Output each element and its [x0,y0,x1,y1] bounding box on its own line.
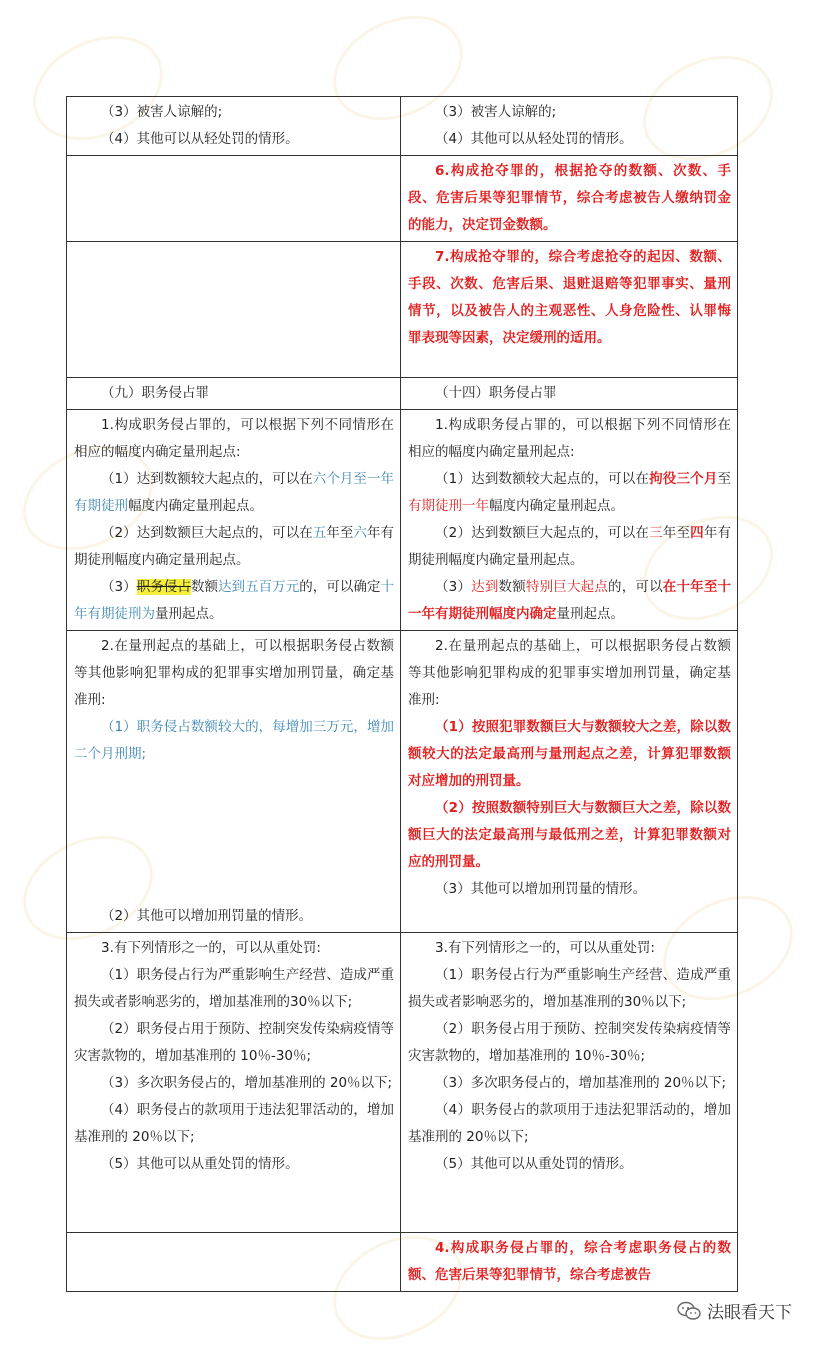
clause-text: （4）职务侵占的款项用于违法犯罪活动的，增加基准刑的 20％以下; [408,1102,731,1145]
text-run: 五 [312,525,327,541]
comparison-table-body [67,97,738,1292]
new-version-cell [401,410,738,631]
old-version-cell [67,97,401,156]
clause-text: （3）被害人谅解的; [435,104,557,120]
clause-text: （3）被害人谅解的; [101,104,223,120]
clause-text: （1）职务侵占数额较大的，每增加三万元，增加二个月刑期; [74,719,394,762]
text-run: 有期徒刑一年 [408,498,489,514]
text-run: 量刑起点。 [155,606,223,622]
table-row [67,1233,738,1292]
text-run: 达到五百万元 [218,579,300,595]
new-version-cell [401,933,738,1233]
old-version-cell [67,242,401,378]
wechat-icon [677,1301,701,1321]
text-run: （3） [435,579,472,595]
table-row [67,410,738,631]
old-version-cell [67,1233,401,1292]
old-version-cell [67,156,401,242]
blank-space [74,768,394,903]
table-row [67,156,738,242]
text-run: 在十年至十一年有期徒刑幅度内确定 [408,579,732,622]
text-run: （2）达到数额巨大起点的，可以在 [435,525,650,541]
clause-text: 4.构成职务侵占罪的，综合考虑职务侵占的数额、危害后果等犯罪情节，综合考虑被告 [408,1240,731,1283]
clause-text: （5）其他可以从重处罚的情形。 [435,1156,633,1172]
text-run: 数额 [190,579,218,595]
text-run: 职务侵占 [136,579,191,595]
clause-text [74,466,394,520]
clause-text: 6.构成抢夺罪的，根据抢夺的数额、次数、手段、危害后果等犯罪情节，综合考虑被告人缴纳罚金的能力，决定罚金数额。 [408,163,731,233]
text-run: 数额 [498,579,526,595]
clause-text [408,520,731,574]
clause-text [74,520,394,574]
clause-text: （九）职务侵占罪 [101,385,209,401]
clause-text: （5）其他可以从重处罚的情形。 [101,1156,299,1172]
text-run: 年有期徒刑幅度内确定量刑起点。 [74,525,395,568]
clause-text: （1）按照犯罪数额巨大与数额较大之差，除以数额较大的法定最高刑与量刑起点之差，计算犯罪数额对应增加的刑罚量。 [408,719,731,789]
clause-text: 1.构成职务侵占罪的，可以根据下列不同情形在相应的幅度内确定量刑起点: [408,417,731,460]
clause-text [74,574,394,628]
clause-text: （1）职务侵占行为严重影响生产经营、造成严重损失或者影响恶劣的，增加基准刑的30％以下; [74,967,394,1010]
text-run: 年至 [326,525,354,541]
old-version-cell [67,378,401,410]
table-row [67,933,738,1233]
clause-text: 2.在量刑起点的基础上，可以根据职务侵占数额等其他影响犯罪构成的犯罪事实增加刑罚量，确定基准刑: [408,638,731,708]
new-version-cell [401,378,738,410]
clause-text: （十四）职务侵占罪 [435,385,557,401]
clause-text: 3.有下列情形之一的，可以从重处罚: [435,940,655,956]
new-version-cell [401,1233,738,1292]
clause-text: （1）职务侵占行为严重影响生产经营、造成严重损失或者影响恶劣的，增加基准刑的30％以下; [408,967,731,1010]
clause-text: （2）其他可以增加刑罚量的情形。 [101,908,313,924]
text-run: 年有期徒刑幅度内确定量刑起点。 [408,525,732,568]
text-run: 六个月至一年有期徒刑 [74,471,394,514]
text-run: 幅度内确定量刑起点。 [489,498,624,514]
table-row [67,378,738,410]
text-run: 年至 [662,525,691,541]
old-version-cell [67,410,401,631]
new-version-cell [401,156,738,242]
text-run: （1）达到数额较大起点的，可以在 [435,471,650,487]
text-run: （1）达到数额较大起点的，可以在 [101,471,313,487]
new-version-cell [401,242,738,378]
text-run: 特别巨大起点 [525,579,609,595]
clause-text: （3）多次职务侵占的，增加基准刑的 20％以下; [101,1075,393,1091]
clause-text: （4）其他可以从轻处罚的情形。 [101,131,299,147]
text-run: 至 [717,471,732,487]
table-row [67,242,738,378]
text-run: （2）达到数额巨大起点的，可以在 [101,525,313,541]
new-version-cell [401,97,738,156]
new-version-cell [401,631,738,933]
text-run: 十年有期徒刑为 [74,579,395,622]
clause-text: 1.构成职务侵占罪的，可以根据下列不同情形在相应的幅度内确定量刑起点: [74,417,394,460]
clause-text: 2.在量刑起点的基础上，可以根据职务侵占数额等其他影响犯罪构成的犯罪事实增加刑罚量，确定基准刑: [74,638,394,708]
text-run: 拘役三个月 [649,471,718,487]
clause-text: （2）职务侵占用于预防、控制突发传染病疫情等灾害款物的，增加基准刑的 10％-30％; [74,1021,394,1064]
clause-text: （2）按照数额特别巨大与数额巨大之差，除以数额巨大的法定最高刑与最低刑之差，计算犯罪数额对应的刑罚量。 [408,800,731,870]
text-run: （3） [101,579,137,595]
clause-text: 7.构成抢夺罪的，综合考虑抢夺的起因、数额、手段、次数、危害后果、退赃退赔等犯罪事实、量刑情节，以及被告人的主观恶性、人身危险性、认罪悔罪表现等因素，决定缓刑的适用。 [408,249,731,346]
clause-text: （3）多次职务侵占的，增加基准刑的 20％以下; [435,1075,727,1091]
text-run: 的，可以确定 [299,579,381,595]
clause-text: 3.有下列情形之一的，可以从重处罚: [101,940,321,956]
old-version-cell [67,631,401,933]
text-run: 量刑起点。 [556,606,624,622]
clause-text [408,466,731,520]
table-row [67,97,738,156]
account-name: 法眼看天下 [707,1303,792,1323]
clause-text: （4）职务侵占的款项用于违法犯罪活动的，增加基准刑的 20％以下; [74,1102,394,1145]
clause-text: （3）其他可以增加刑罚量的情形。 [435,881,647,897]
text-run: 六 [353,525,367,541]
clause-text [408,574,731,628]
comparison-table [66,96,738,1292]
footer [677,1298,792,1323]
text-run: 达到 [471,579,499,595]
clause-text: （4）其他可以从轻处罚的情形。 [435,131,633,147]
clause-text: （2）职务侵占用于预防、控制突发传染病疫情等灾害款物的，增加基准刑的 10％-30％; [408,1021,731,1064]
text-run: 三 [649,525,663,541]
old-version-cell [67,933,401,1233]
text-run: 的，可以 [608,579,663,595]
text-run: 四 [690,525,704,541]
table-row [67,631,738,933]
text-run: 幅度内确定量刑起点。 [128,498,263,514]
